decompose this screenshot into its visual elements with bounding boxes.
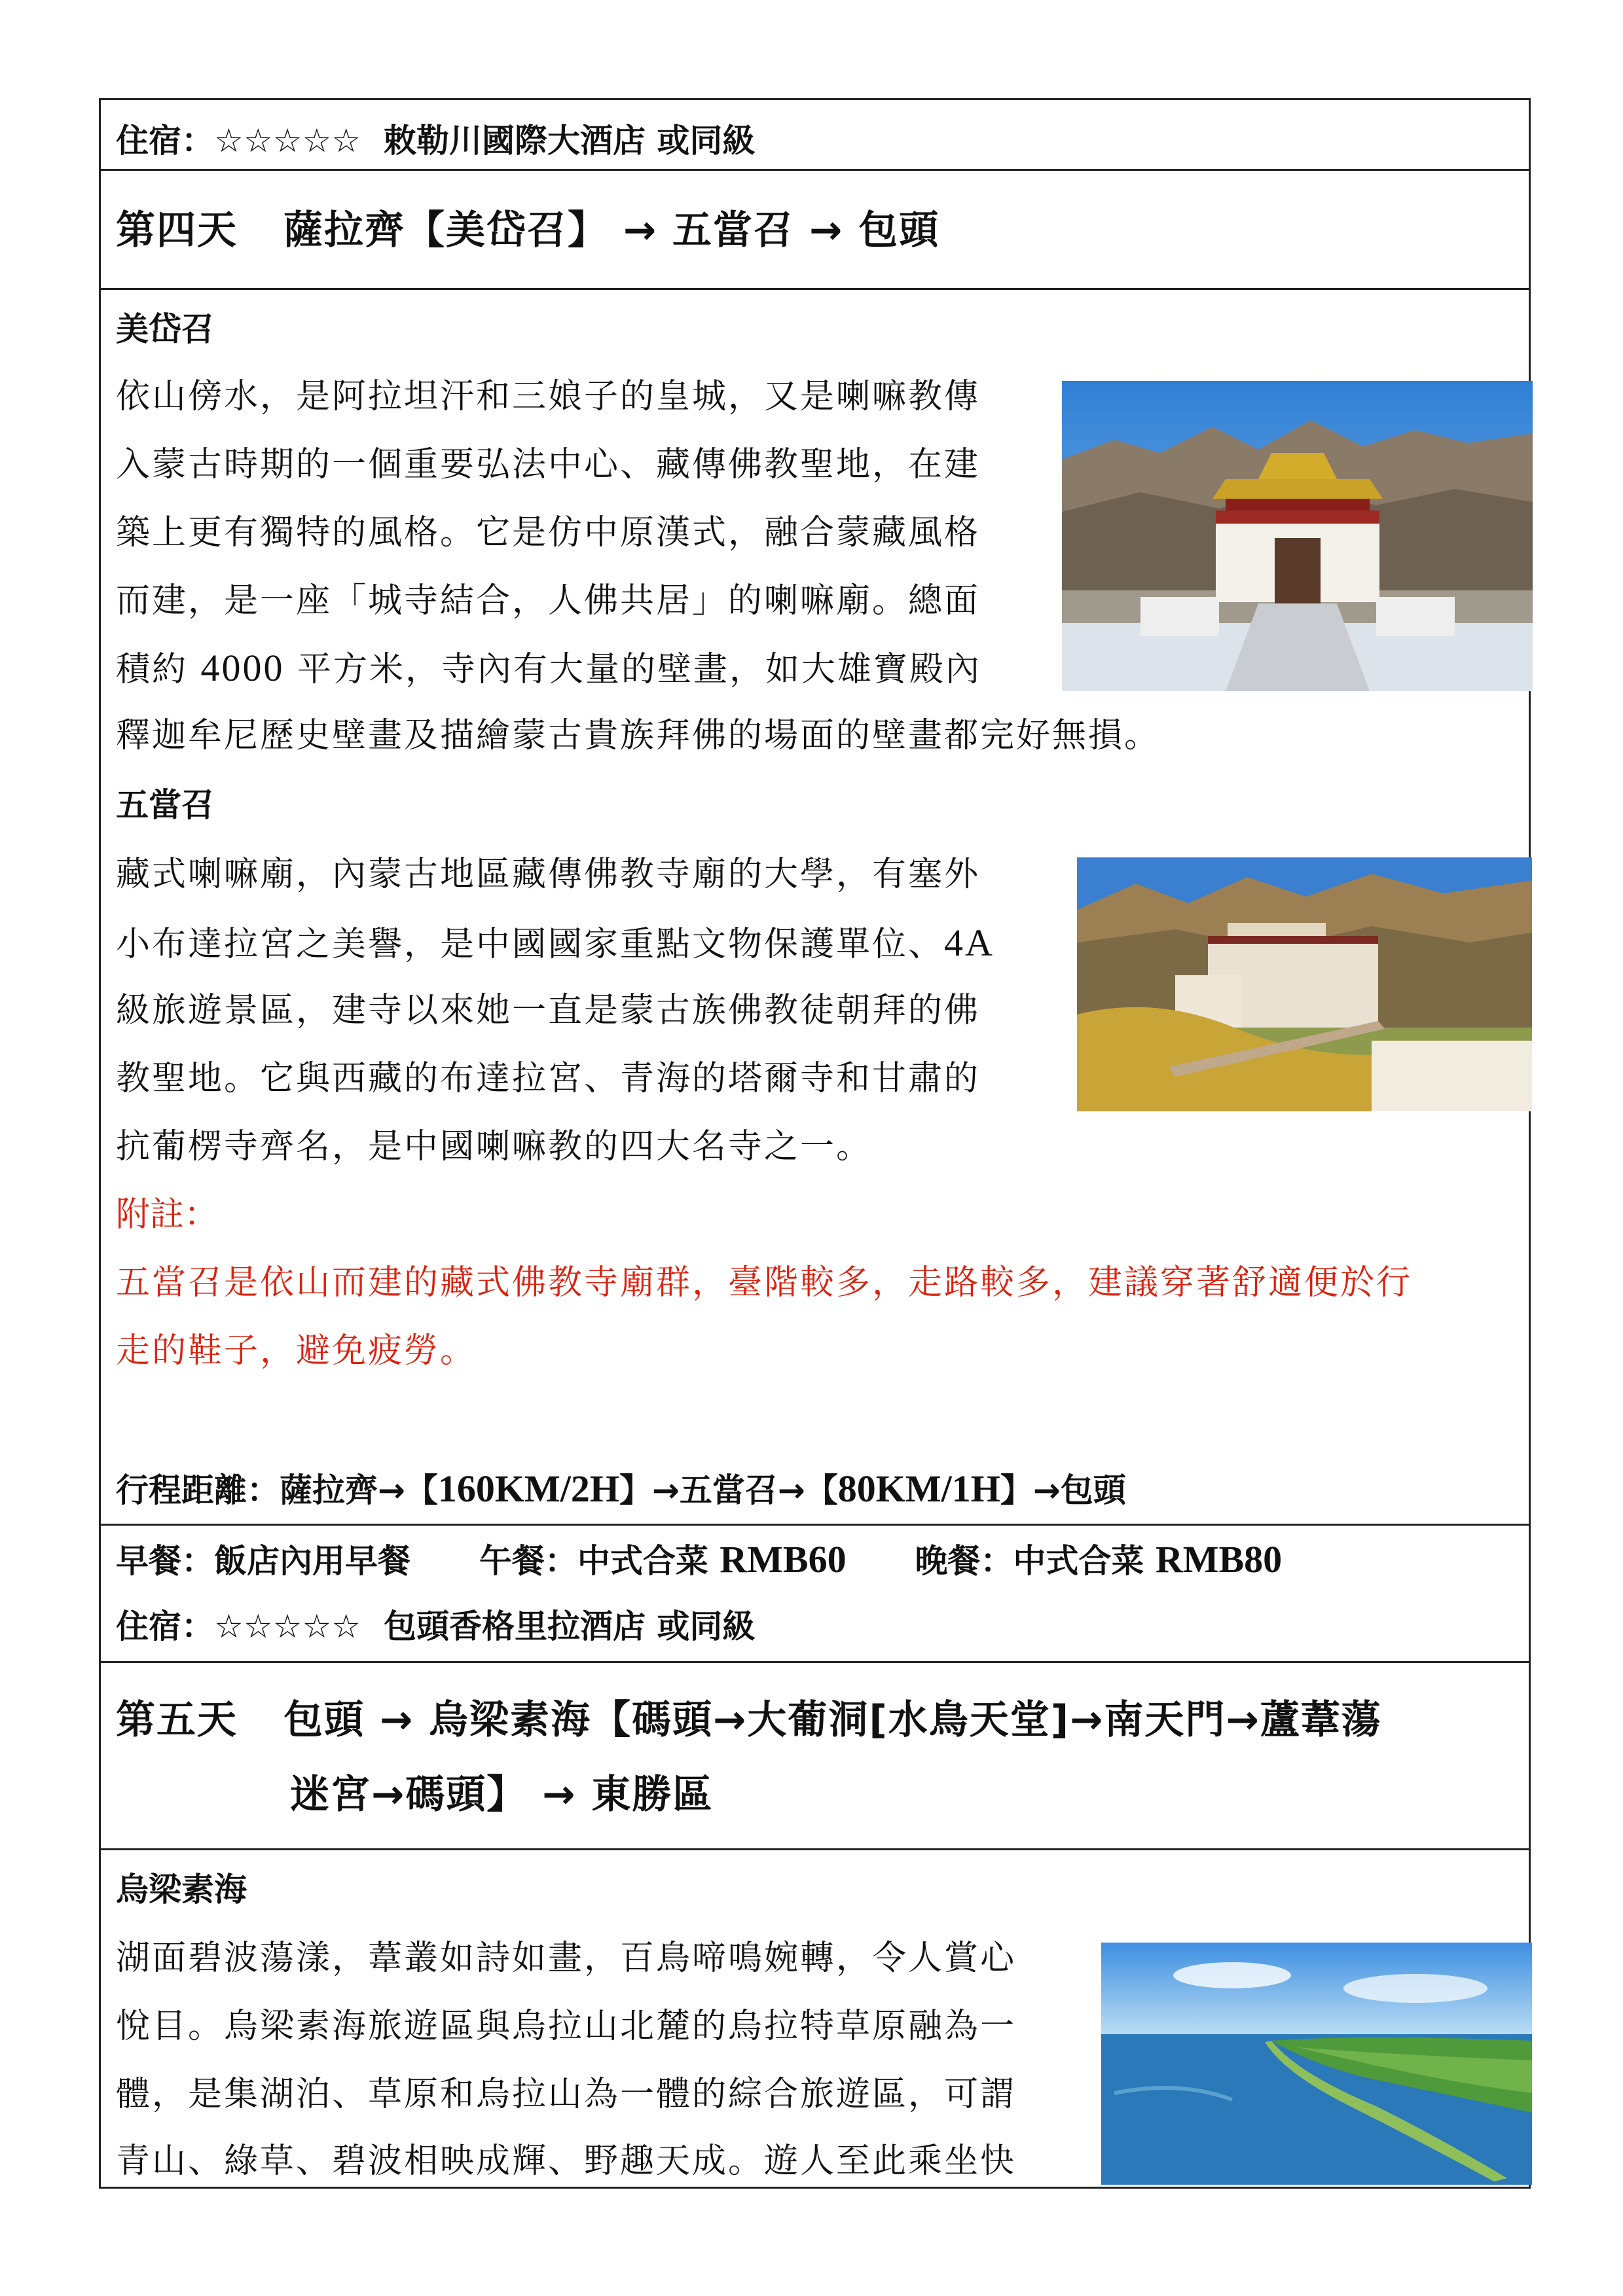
wudang-text-line: 級旅遊景區，建寺以來她一直是蒙古族佛教徒朝拜的佛 — [116, 991, 981, 1030]
lodging-row-top: 住宿：☆☆☆☆☆ 敕勒川國際大酒店 或同級 — [116, 122, 756, 160]
breakfast: 早餐：飯店內用早餐 — [116, 1542, 410, 1580]
meidai-text-line: 釋迦牟尼歷史壁畫及描繪蒙古貴族拜佛的場面的壁畫都完好無損。 — [116, 716, 1161, 755]
lodging-row-day4: 住宿：☆☆☆☆☆ 包頭香格里拉酒店 或同級 — [116, 1607, 756, 1645]
wuliang-text-line: 湖面碧波蕩漾，葦叢如詩如畫，百鳥啼鳴婉轉，令人賞心 — [116, 1939, 1017, 1978]
day5-title: 第五天 包頭 → 烏梁素海【碼頭→大葡洞[水鳥天堂]→南天門→蘆葦蕩 — [116, 1697, 1382, 1743]
wuliang-text-line: 體，是集湖泊、草原和烏拉山為一體的綜合旅遊區，可謂 — [116, 2075, 1017, 2114]
wudang-text-line: 抗葡楞寺齊名，是中國喇嘛教的四大名寺之一。 — [116, 1127, 873, 1166]
wuliang-heading: 烏梁素海 — [116, 1871, 247, 1909]
meidai-text-line: 依山傍水，是阿拉坦汗和三娘子的皇城，又是喇嘛教傳 — [116, 377, 981, 416]
meidai-text-line: 築上更有獨特的風格。它是仿中原漢式，融合蒙藏風格 — [116, 513, 981, 552]
day5-title-continued: 迷宮→碼頭】 → 東勝區 — [290, 1772, 714, 1818]
note-text-line: 五當召是依山而建的藏式佛教寺廟群，臺階較多，走路較多，建議穿著舒適便於行 — [116, 1263, 1413, 1302]
wuliang-text-line: 悅目。烏梁素海旅遊區與烏拉山北麓的烏拉特草原融為一 — [116, 2007, 1017, 2046]
wudang-text-line: 藏式喇嘛廟，內蒙古地區藏傳佛教寺廟的大學，有塞外 — [116, 855, 981, 894]
wudang-text-line: 小布達拉宮之美譽，是中國國家重點文物保護單位、4A — [116, 922, 994, 964]
wudang-heading: 五當召 — [116, 786, 214, 824]
wudang-monastery-photo — [1077, 857, 1532, 1111]
row-divider — [99, 1524, 1531, 1526]
wuliangsu-lake-photo — [1101, 1943, 1532, 2185]
wuliang-text-line: 青山、綠草、碧波相映成輝、野趣天成。遊人至此乘坐快 — [116, 2142, 1017, 2181]
row-divider — [99, 288, 1531, 290]
note-label: 附註： — [116, 1195, 219, 1234]
route-distance: 行程距離：薩拉齊→【160KM/2H】→五當召→【80KM/1H】→包頭 — [116, 1467, 1126, 1510]
day4-title: 第四天 薩拉齊【美岱召】 → 五當召 → 包頭 — [116, 207, 940, 253]
meidai-text-line: 而建，是一座「城寺結合，人佛共居」的喇嘛廟。總面 — [116, 581, 981, 620]
note-text-line: 走的鞋子，避免疲勞。 — [116, 1331, 477, 1371]
row-divider — [99, 1661, 1531, 1663]
lunch: 午餐：中式合菜 RMB60 — [479, 1538, 847, 1581]
meals-row — [116, 1538, 1283, 1581]
row-divider — [99, 169, 1531, 171]
meidai-heading: 美岱召 — [116, 310, 214, 348]
row-divider — [99, 1848, 1531, 1850]
meidai-text-line: 積約 4000 平方米，寺內有大量的壁畫，如大雄寶殿內 — [116, 647, 982, 689]
wudang-text-line: 教聖地。它與西藏的布達拉宮、青海的塔爾寺和甘肅的 — [116, 1059, 981, 1098]
dinner: 晚餐：中式合菜 RMB80 — [915, 1538, 1283, 1581]
meidai-temple-photo — [1062, 381, 1533, 691]
meidai-text-line: 入蒙古時期的一個重要弘法中心、藏傳佛教聖地，在建 — [116, 445, 981, 484]
